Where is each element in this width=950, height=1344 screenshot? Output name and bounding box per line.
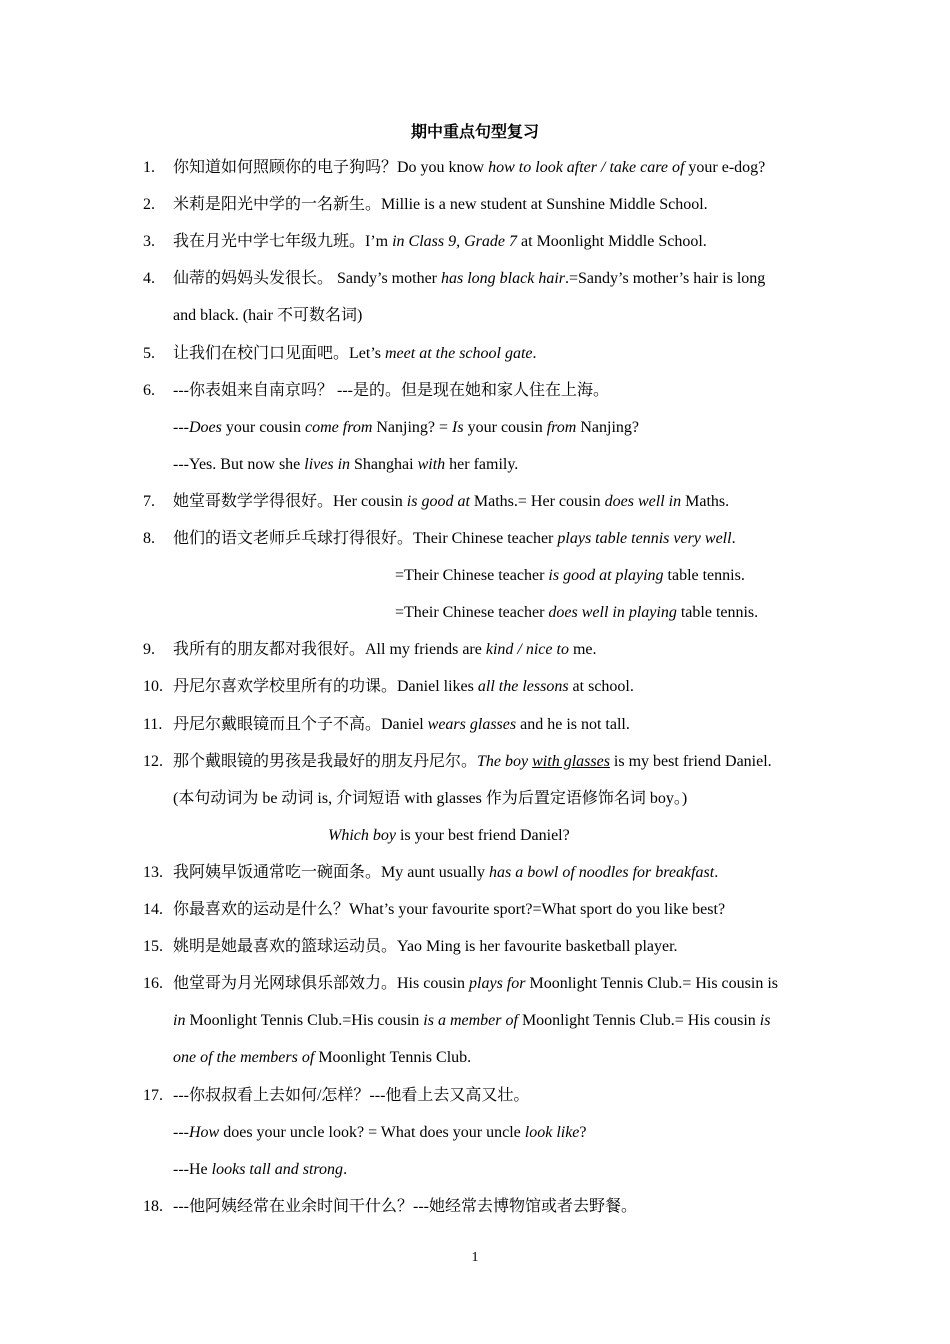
text-segment: . [731,530,736,547]
item-number: 5. [143,344,155,362]
item-number: 14. [143,901,163,918]
text-segment: 我阿姨早饭通常吃一碗面条。My aunt usually [173,863,489,881]
sentence-line [173,380,823,402]
text-segment: is your best friend Daniel? [395,826,570,844]
text-segment: ---你叔叔看上去如何/怎样？---他看上去又高又壮。 [173,1086,530,1104]
text-segment: and he is not tall. [516,715,630,733]
italic-phrase: plays for [469,975,526,993]
text-segment: at school. [568,678,634,696]
text-segment: 我所有的朋友都对我很好。All my friends are [173,641,486,659]
text-segment: =Their Chinese teacher [395,567,549,585]
italic-phrase: one of the members of [173,1049,315,1067]
italic-phrase: The boy [477,752,533,770]
italic-phrase: is good at [406,492,470,510]
text-segment: Nanjing? [576,418,640,436]
item-number: 18. [143,1197,163,1215]
text-segment: is my best friend Daniel. [609,752,772,770]
underlined-phrase: with glasses [532,752,610,770]
text-segment: your cousin [463,418,547,436]
text-segment: 让我们在校门口见面吧。Let’s [173,344,385,362]
text-segment: Maths. [681,492,730,510]
item-number: 13. [143,863,163,881]
text-segment: ---他阿姨经常在业余时间干什么？---她经常去博物馆或者去野餐。 [173,1197,637,1215]
italic-phrase: has a bowl of noodles for breakfast [489,863,715,881]
sentence-line [173,1196,823,1218]
text-segment: . [532,344,537,362]
text-segment: Moonlight Tennis Club. [314,1049,472,1067]
sentence-line [173,528,823,550]
text-segment: Moonlight Tennis Club.= His cousin is [525,975,778,993]
text-segment: (本句动词为 be 动词 is, 介词短语 with glasses 作为后置定语修饰名词 boy。) [173,789,688,807]
italic-phrase: How [188,1123,220,1141]
italic-phrase: plays table tennis very well [557,530,732,547]
text-segment: .=Sandy’s mother’s hair is long [565,270,766,288]
sentence-line [173,714,823,736]
item-number: 17. [143,1086,163,1104]
sentence-line [173,639,823,661]
text-segment: 米莉是阳光中学的一名新生。Millie is a new student at Sunshine Middle School. [173,196,708,214]
item-number: 15. [143,938,163,956]
text-segment: ---He [173,1160,212,1178]
italic-phrase: Is [452,418,464,436]
text-segment: 我在月光中学七年级九班。I’m [173,233,393,251]
text-segment: at Moonlight Middle School. [517,233,707,251]
text-segment: her family. [445,455,519,473]
sentence-line [328,825,950,847]
text-segment: 他堂哥为月光网球俱乐部效力。His cousin [173,975,470,993]
text-segment: ---你表姐来自南京吗？ ---是的。但是现在她和家人住在上海。 [173,381,609,399]
italic-phrase: is a member of [423,1012,518,1030]
text-segment: . [343,1160,348,1178]
page-number: 1 [471,1250,479,1265]
item-number: 10. [143,678,163,696]
text-segment: 他们的语文老师乒乓球打得很好。Their Chinese teacher [173,530,558,547]
italic-phrase: lives in [304,455,351,473]
text-segment: Maths.= Her cousin [469,492,605,510]
italic-phrase: does well in [604,492,682,510]
italic-phrase: Which boy [328,826,396,844]
sentence-line [395,602,950,624]
italic-phrase: looks tall and strong [211,1160,344,1178]
italic-phrase: kind / nice to [485,641,569,659]
italic-phrase: in Class 9, Grade 7 [392,233,518,251]
text-segment: 姚明是她最喜欢的篮球运动员。Yao Ming is her favourite basketball player. [173,938,678,956]
item-number: 4. [143,270,155,288]
italic-phrase: meet at the school gate [385,344,533,362]
text-segment: 你知道如何照顾你的电子狗吗？Do you know [173,159,489,176]
text-segment: does your uncle look? = What does your uncle [219,1123,525,1141]
italic-phrase: is good at playing [548,567,664,585]
item-number: 1. [143,159,155,176]
sentence-line [173,751,823,773]
sentence-line [173,157,823,179]
item-number: 2. [143,196,155,214]
text-segment: me. [568,641,597,659]
text-segment: =Their Chinese teacher [395,604,549,622]
italic-phrase: has long black hair [441,270,565,288]
sentence-line [173,676,823,698]
text-segment: table tennis. [676,604,759,622]
sentence-line [173,268,823,290]
text-segment: 那个戴眼镜的男孩是我最好的朋友丹尼尔。 [173,752,478,770]
item-number: 6. [143,381,155,399]
italic-phrase: how to look after / take care of [488,159,685,176]
italic-phrase: all the lessons [477,678,569,696]
italic-phrase: in [173,1012,186,1030]
italic-phrase: look like [524,1123,580,1141]
sentence-line [173,936,823,958]
text-segment: 你最喜欢的运动是什么？What’s your favourite sport?=What sport do you like best? [173,901,726,918]
text-segment: 她堂哥数学学得很好。Her cousin [173,492,407,510]
sentence-line [173,899,823,921]
sentence-line [173,1085,823,1107]
sentence-line [173,417,823,439]
sentence-line [173,788,823,810]
sentence-line [173,454,823,476]
text-segment: Moonlight Tennis Club.=His cousin [185,1012,424,1030]
italic-phrase: Does [188,418,222,436]
text-segment: table tennis. [663,567,745,585]
text-segment: Shanghai [350,455,418,473]
text-segment: . [714,863,719,881]
text-segment: and black. (hair 不可数名词) [173,307,363,325]
sentence-line [173,1010,823,1032]
sentence-line [173,862,823,884]
item-number: 3. [143,233,155,251]
document-title: 期中重点句型复习 [410,124,539,141]
italic-phrase: from [546,418,577,436]
sentence-line [173,194,823,216]
text-segment: Nanjing? = [372,418,453,436]
sentence-line [395,565,950,587]
text-segment: your cousin [221,418,305,436]
sentence-line [173,305,823,327]
sentence-line [173,491,823,513]
sentence-line [173,1047,823,1069]
text-segment: 丹尼尔喜欢学校里所有的功课。Daniel likes [173,678,478,696]
text-segment: ? [579,1123,587,1141]
italic-phrase: is [759,1012,771,1030]
item-number: 16. [143,975,163,993]
italic-phrase: come from [304,418,373,436]
text-segment: ---Yes. But now she [173,455,305,473]
italic-phrase: with [417,455,446,473]
text-segment: 仙蒂的妈妈头发很长。 Sandy’s mother [173,270,441,288]
item-number: 9. [143,641,155,659]
text-segment: --- [173,1123,189,1141]
item-number: 8. [143,530,155,547]
item-number: 7. [143,492,155,510]
item-number: 12. [143,752,163,770]
italic-phrase: wears glasses [427,715,517,733]
text-segment: Moonlight Tennis Club.= His cousin [517,1012,760,1030]
text-segment: --- [173,418,189,436]
sentence-line [173,343,823,365]
sentence-line [173,973,823,995]
sentence-line [173,231,823,253]
text-segment: 丹尼尔戴眼镜而且个子不高。Daniel [173,715,428,733]
sentence-line [173,1159,823,1181]
item-number: 11. [143,715,163,733]
text-segment: your e-dog? [684,159,766,176]
sentence-line [173,1122,823,1144]
italic-phrase: does well in playing [548,604,677,622]
